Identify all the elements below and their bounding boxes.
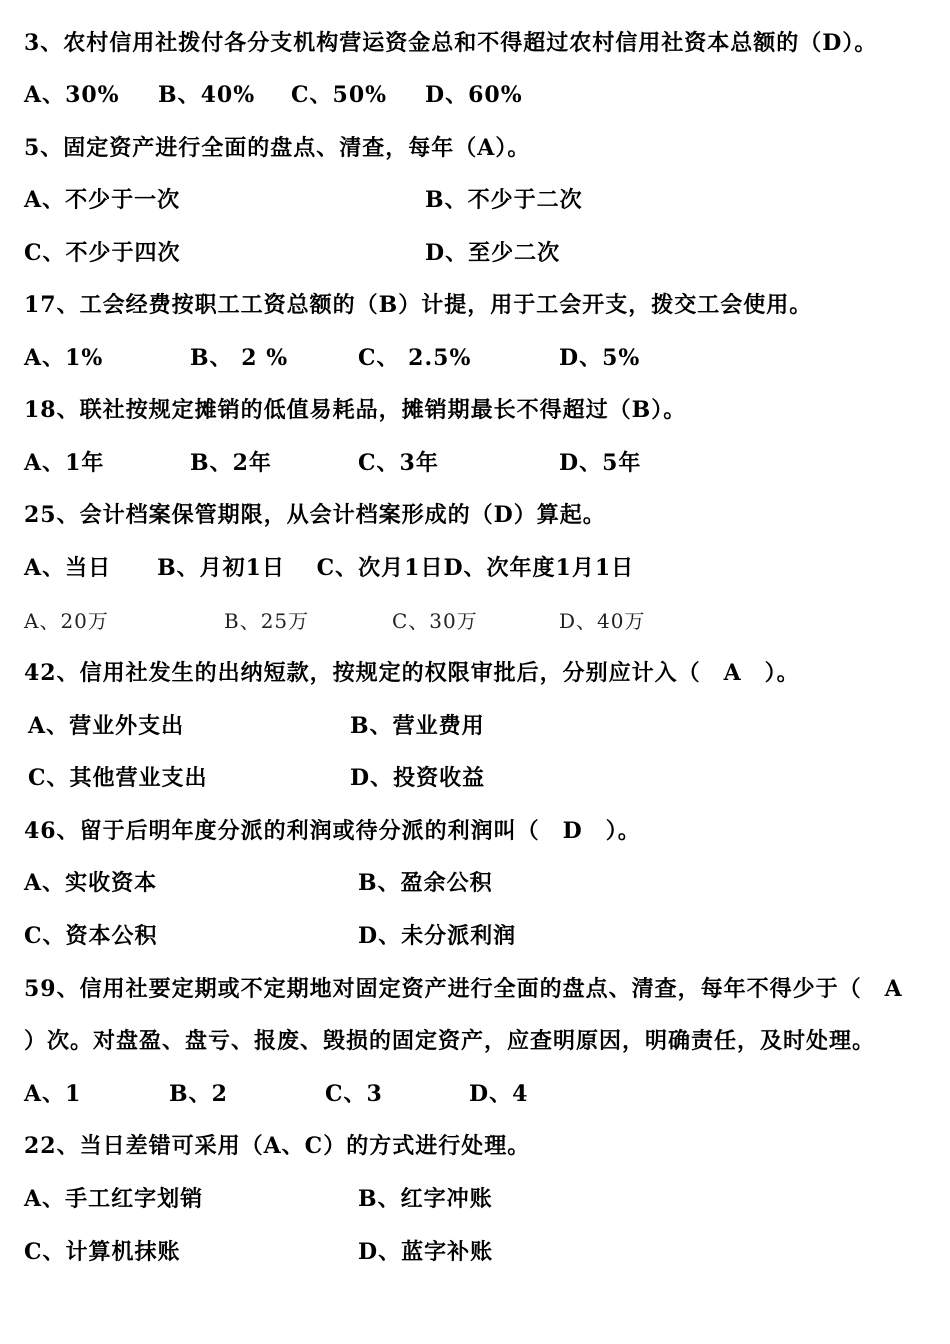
option-a: A、实收资本 (24, 870, 158, 896)
option-a: A、30% (24, 82, 120, 108)
question-17: 17、工会经费按职工工资总额的（B）计提，用于工会开支，拨交工会使用。 (24, 292, 813, 318)
option-d: D、投资收益 (350, 765, 486, 791)
option-a: A、营业外支出 (28, 713, 185, 739)
option-c: C、50% (291, 82, 388, 108)
option-c: C、30万 (392, 609, 478, 633)
option-a: A、不少于一次 (24, 187, 181, 213)
option-d: D、蓝字补账 (358, 1239, 494, 1265)
option-a: A、1 (24, 1081, 82, 1107)
option-b: B、40% (158, 82, 256, 108)
question-18: 18、联社按规定摊销的低值易耗品，摊销期最长不得超过（B）。 (24, 397, 687, 423)
option-a: A、1% (24, 345, 104, 371)
option-b: B、营业费用 (350, 713, 485, 739)
question-46: 46、留于后明年度分派的利润或待分派的利润叫（ D ）。 (24, 818, 641, 844)
option-a: A、1年 (24, 450, 105, 476)
option-d: D、4 (469, 1081, 529, 1107)
option-b: B、2 (169, 1081, 228, 1107)
option-d: D、5% (559, 345, 641, 371)
question-59-continued: ）次。对盘盈、盘亏、报废、毁损的固定资产，应查明原因，明确责任，及时处理。 (24, 1028, 876, 1054)
options-row: A、当日 B、月初1日 C、次月1日D、次年度1月1日 (24, 555, 635, 581)
option-b: B、盈余公积 (358, 870, 493, 896)
option-d: D、60% (425, 82, 523, 108)
option-c: C、资本公积 (24, 923, 158, 949)
option-d: D、40万 (559, 609, 646, 633)
question-22: 22、当日差错可采用（A、C）的方式进行处理。 (24, 1133, 531, 1159)
option-d: D、未分派利润 (358, 923, 517, 949)
question-3: 3、农村信用社拨付各分支机构营运资金总和不得超过农村信用社资本总额的（D）。 (24, 30, 878, 56)
option-c: C、其他营业支出 (28, 765, 208, 791)
option-b: B、2年 (190, 450, 272, 476)
option-c: C、3年 (358, 450, 439, 476)
option-b: B、 2 % (190, 345, 289, 371)
option-d: D、至少二次 (425, 240, 561, 266)
question-59: 59、信用社要定期或不定期地对固定资产进行全面的盘点、清查，每年不得少于（ A (24, 976, 903, 1002)
option-c: C、 2.5% (358, 345, 472, 371)
option-c: C、3 (325, 1081, 383, 1107)
option-c: C、不少于四次 (24, 240, 181, 266)
option-c: C、计算机抹账 (24, 1239, 181, 1265)
option-a: A、手工红字划销 (24, 1186, 204, 1212)
question-25: 25、会计档案保管期限，从会计档案形成的（D）算起。 (24, 502, 606, 528)
option-b: B、25万 (224, 609, 310, 633)
option-b: B、不少于二次 (425, 187, 583, 213)
option-a: A、20万 (24, 609, 109, 633)
question-5: 5、固定资产进行全面的盘点、清查，每年（A）。 (24, 135, 531, 161)
option-d: D、5年 (559, 450, 642, 476)
question-42: 42、信用社发生的出纳短款，按规定的权限审批后，分别应计入（ A ）。 (24, 660, 800, 686)
option-b: B、红字冲账 (358, 1186, 493, 1212)
